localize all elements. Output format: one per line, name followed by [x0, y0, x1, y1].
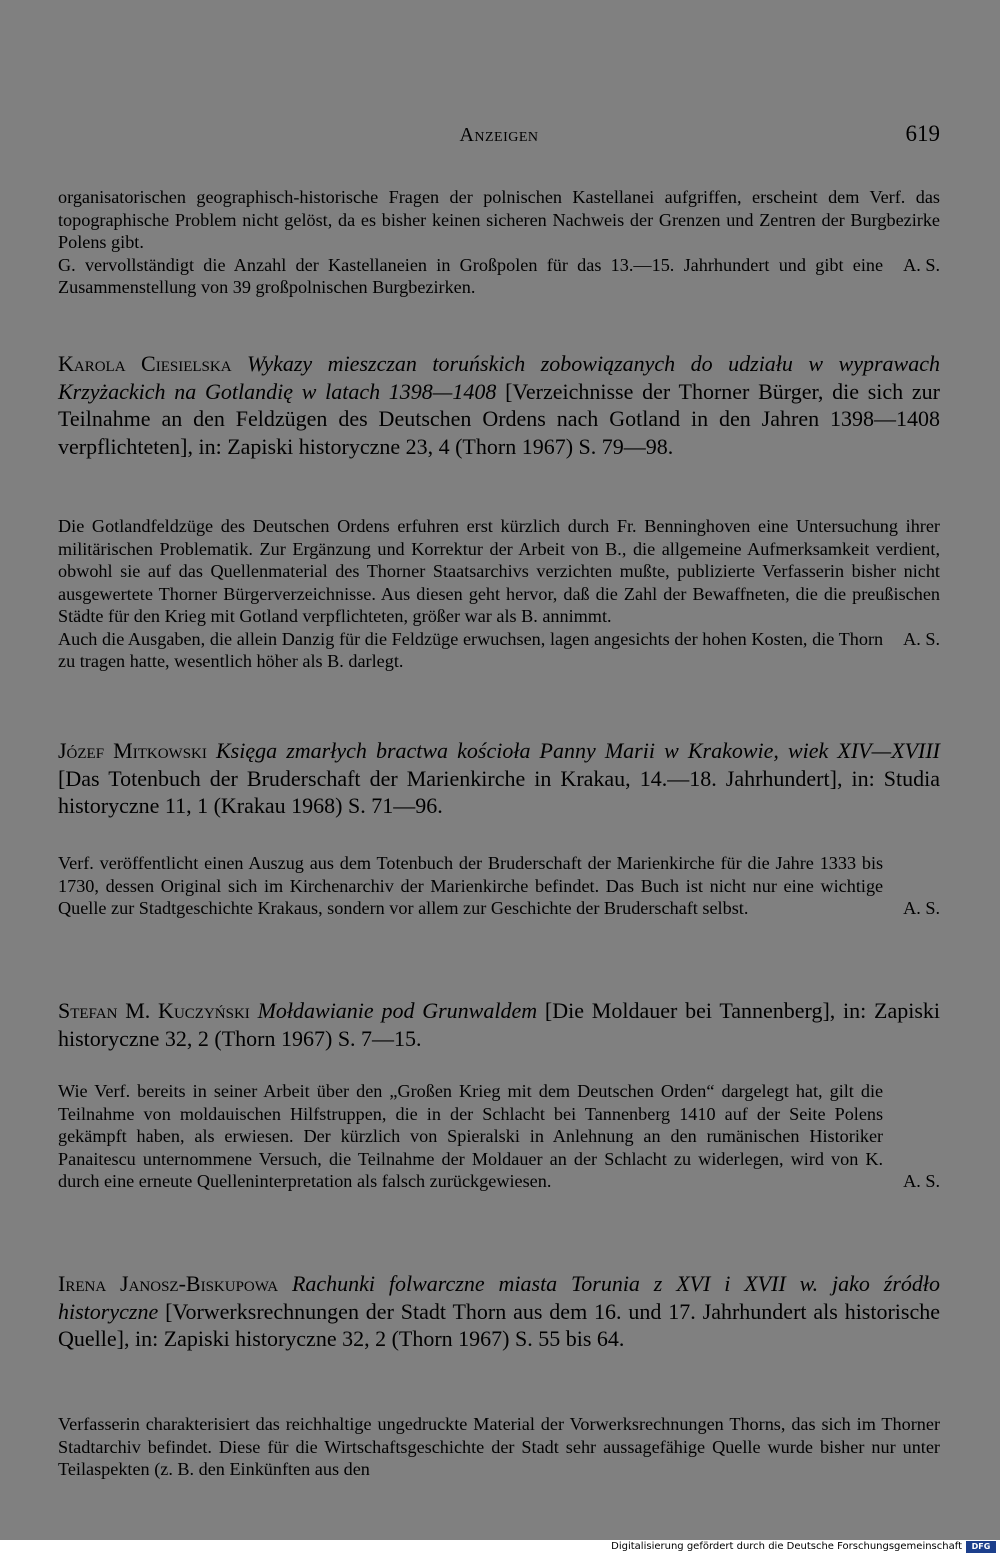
entry-author: Karola Ciesielska [58, 351, 232, 376]
entry-heading-mitkowski [58, 737, 940, 820]
running-head: Anzeigen [459, 124, 539, 146]
entry-author: Irena Janosz-Biskupowa [58, 1271, 279, 1296]
review-paragraph-last [58, 852, 940, 920]
entry-title: Księga zmarłych bractwa kościoła Panny Marii w Krakowie, wiek XIV—XVIII [215, 738, 941, 763]
entry-title: Rachunki folwarczne miasta Torunia z XVI i XVII w. jako źródło historyczne [58, 1271, 941, 1324]
review-signature: A. S. [903, 1171, 940, 1191]
footer-credit: Digitalisierung gefördert durch die Deutsche Forschungsgemeinschaft [611, 1541, 962, 1552]
entry-author: Stefan M. Kuczyński [58, 998, 250, 1023]
review-paragraph-last [58, 1080, 940, 1193]
page-number: 619 [905, 121, 940, 146]
digitization-footer [0, 1540, 1000, 1554]
review-text: Auch die Ausgaben, die allein Danzig für die Feldzüge erwuchsen, lagen angesichts der hohen Kosten, die Thorn zu tragen hatte, wesentlich höher als B. darlegt. [58, 628, 884, 671]
entry-citation: [Das Totenbuch der Bruderschaft der Marienkirche in Krakau, 14.—18. Jahrhundert], in: Studia historyczne 11, 1 (Krakau 1968) S. 71—96. [58, 765, 940, 818]
entry-citation: [Die Moldauer bei Tannenberg], in: Zapiski historyczne 32, 2 (Thorn 1967) S. 7—15. [58, 998, 941, 1051]
entry-review-kuczynski [58, 1080, 940, 1193]
review-signature: A. S. [903, 254, 940, 275]
entry-heading-kuczynski [58, 997, 940, 1052]
review-paragraph: Die Gotlandfeldzüge des Deutschen Ordens erfuhren erst kürzlich durch Fr. Benninghoven eine Untersuchung ihrer militärischen Problematik. Zur Ergänzung und Korrektur der Arbeit von B., die allgemeine Aufmerksamkeit verdient, obwohl sie auf das Quellenmaterial des Thorner Staatsarchivs verzichten mußte, publizierte Verfasserin bisher nicht ausgewertete Thorner Bürgerverzeichnisse. Aus diesen geht hervor, daß die Zahl der Bewaffneten, die die preußischen Städte für den Krieg mit Gotland verpflichteten, größer war als B. annimmt. [58, 516, 940, 626]
entry-heading-ciesielska [58, 350, 940, 460]
entry-citation: [Vorwerksrechnungen der Stadt Thorn aus dem 16. und 17. Jahrhundert als historische Quelle], in: Zapiski historyczne 32, 2 (Thorn 1967) S. 55 bis 64. [58, 1298, 941, 1351]
review-signature: A. S. [903, 628, 940, 649]
entry-author: Józef Mitkowski [58, 738, 207, 763]
entry-review-janosz-biskupowa [58, 1413, 940, 1481]
review-text: Wie Verf. bereits in seiner Arbeit über den „Großen Krieg mit dem Deutschen Orden“ dargelegt hat, gilt die Teilnahme von moldauischen Hilfstruppen, die in der Schlacht bei Tannenberg 1410 auf der Seite Polens gekämpft haben, als erwiesen. Der kürzlich von Spieralski in Anlehnung an den rumänischen Historiker Panaitescu unternommene Versuch, die Teilnahme der Moldauer an der Schlacht zu widerlegen, wird von K. durch eine erneute Quelleninterpretation als falsch zurückgewiesen. [58, 1081, 884, 1191]
entry-heading-janosz-biskupowa [58, 1270, 940, 1353]
review-signature: A. S. [903, 898, 940, 918]
review-paragraph: organisatorischen geographisch-historische Fragen der polnischen Kastellanei aufgriffen, erscheint dem Verf. das topographische Problem nicht gelöst, da es bisher keinen sicheren Nachweis der Grenzen und Zentren der Burgbezirke Polens gibt. [58, 187, 940, 252]
review-text: Verf. veröffentlicht einen Auszug aus dem Totenbuch der Bruderschaft der Marienkirche für die Jahre 1333 bis 1730, dessen Original sich im Kirchenarchiv der Marienkirche befindet. Das Buch ist nicht nur eine wichtige Quelle zur Stadtgeschichte Krakaus, sondern vor allem zur Geschichte der Bruderschaft selbst. [58, 853, 884, 918]
review-paragraph-last [58, 254, 940, 299]
page-header [58, 121, 940, 154]
review-paragraph: Verfasserin charakterisiert das reichhaltige ungedruckte Material der Vorwerksrechnungen Thorns, das sich im Thorner Stadtarchiv befindet. Diese für die Wirtschaftsgeschichte der Stadt sehr aussagefähige Quelle wurde bisher nur unter Teilaspekten (z. B. den Einkünften aus den [58, 1414, 940, 1479]
review-text: G. vervollständigt die Anzahl der Kastellaneien in Großpolen für das 13.—15. Jahrhundert und gibt eine Zusammenstellung von 39 großpolnischen Burgbezirken. [58, 254, 884, 297]
entry-citation: [Verzeichnisse der Thorner Bürger, die sich zur Teilnahme an den Feldzügen des Deutschen Ordens nach Gotland in den Jahren 1398—1408 verpflichteten], in: Zapiski historyczne 23, 4 (Thorn 1967) S. 79—98. [58, 378, 941, 459]
entry-title: Wykazy mieszczan toruńskich zobowiązanych do udziału w wyprawach Krzyżackich na Gotlandię w latach 1398—1408 [58, 351, 940, 404]
entry-review-mitkowski [58, 852, 940, 920]
dfg-logo-icon: DFG [966, 1541, 996, 1553]
entry-title: Mołdawianie pod Grunwaldem [257, 998, 538, 1023]
review-paragraph-last [58, 628, 940, 673]
entry-review-ciesielska [58, 515, 940, 673]
continued-review [58, 186, 940, 299]
